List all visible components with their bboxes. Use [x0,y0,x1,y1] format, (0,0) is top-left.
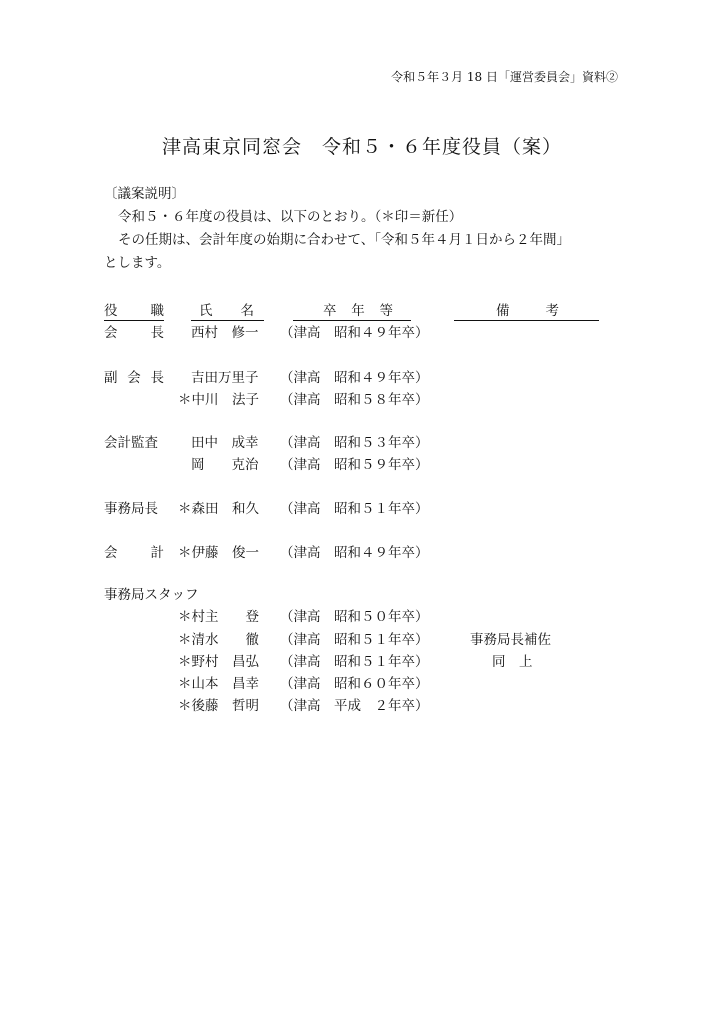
column-header-grad-char: 卒 [323,303,337,319]
intro-line-1: 令和５・６年度の役員は、以下のとおり。（＊印＝新任） [118,209,463,225]
column-header-grad-char: 等 [379,303,393,319]
member-grad: （津高 昭和４９年卒） [280,545,429,561]
role-vice-president [104,366,164,386]
member-name: ＊山本 昌幸 [178,676,259,692]
role-char: 長 [150,325,164,341]
member-grad: （津高 昭和５１年卒） [280,501,429,517]
member-grad: （津高 昭和５１年卒） [280,632,429,648]
column-header-note-char: 考 [545,303,559,319]
role-char: 会 [127,370,141,386]
column-header-name-char: 氏 [199,303,213,319]
intro-line-3: とします。 [104,255,171,271]
column-header-role [104,299,164,321]
column-header-role-char: 職 [150,303,164,319]
member-note: 同 上 [492,654,533,670]
member-grad: （津高 平成 ２年卒） [280,698,429,714]
column-header-role-char: 役 [104,303,118,319]
member-grad: （津高 昭和５１年卒） [280,654,429,670]
member-name: ＊野村 昌弘 [178,654,259,670]
member-name: ＊中川 法子 [178,392,259,408]
role-char: 会 [104,545,118,561]
member-grad: （津高 昭和４９年卒） [280,325,429,341]
column-header-note-char: 備 [496,303,510,319]
role-president [104,321,164,341]
member-note: 事務局長補佐 [470,632,551,648]
role-char: 長 [150,370,164,386]
role-treasurer [104,541,164,561]
role-office-staff: 事務局スタッフ [104,587,199,603]
role-char: 計 [150,545,164,561]
role-auditor: 会計監査 [104,435,158,451]
page-title: 津高東京同窓会 令和５・６年度役員（案） [161,136,562,158]
column-header-grad-char: 年 [351,303,365,319]
role-char: 会 [104,325,118,341]
member-name: ＊清水 徹 [178,632,259,648]
member-grad: （津高 昭和５９年卒） [280,457,429,473]
member-name: ＊村主 登 [178,609,259,625]
intro-section [104,183,624,275]
column-header-name [191,299,264,321]
intro-line-2: その任期は、会計年度の始期に合わせて、「令和５年４月１日から２年間」 [118,232,570,248]
column-header-name-char: 名 [240,303,254,319]
member-name: ＊伊藤 俊一 [178,545,259,561]
member-name: 田中 成幸 [191,435,259,451]
role-char: 副 [104,370,118,386]
member-name: ＊後藤 哲明 [178,698,259,714]
column-header-grad [293,299,411,321]
column-header-note [454,299,599,321]
member-grad: （津高 昭和５８年卒） [280,392,429,408]
member-name: 西村 修一 [191,325,259,341]
member-grad: （津高 昭和５３年卒） [280,435,429,451]
member-name: 岡 克治 [191,457,259,473]
member-grad: （津高 昭和５０年卒） [280,609,429,625]
member-grad: （津高 昭和４９年卒） [280,370,429,386]
member-name: ＊森田 和久 [178,501,259,517]
member-name: 吉田万里子 [191,370,259,386]
member-grad: （津高 昭和６０年卒） [280,676,429,692]
header-note: 令和５年３月 18 日「運営委員会」資料② [391,70,618,84]
intro-heading: 〔議案説明〕 [104,186,185,202]
role-secretary-general: 事務局長 [104,501,158,517]
